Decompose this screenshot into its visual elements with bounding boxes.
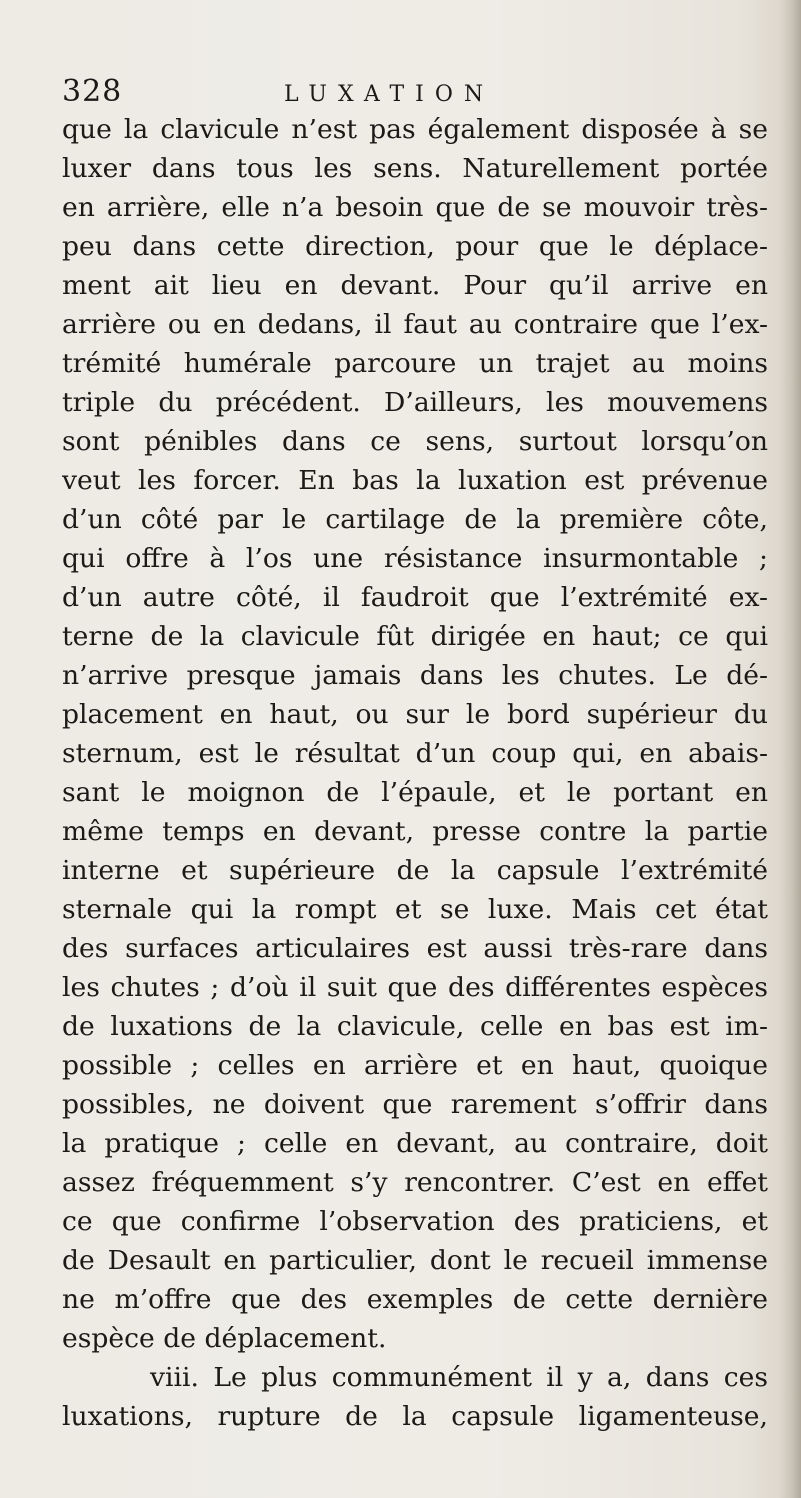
text-line: sont pénibles dans ce sens, surtout lorsqu’on — [62, 426, 768, 457]
text-line: possibles, ne doivent que rarement s’offrir dans — [62, 1089, 768, 1120]
text-line: de luxations de la clavicule, celle en bas est im- — [62, 1011, 768, 1042]
text-line: ment ait lieu en devant. Pour qu’il arrive en — [62, 270, 768, 301]
text-line: arrière ou en dedans, il faut au contraire que l’ex- — [62, 309, 768, 340]
body-text — [62, 110, 768, 1436]
text-line: assez fréquemment s’y rencontrer. C’est en effet — [62, 1167, 768, 1198]
text-line: de Desault en particulier, dont le recueil immense — [62, 1245, 768, 1276]
text-line: triple du précédent. D’ailleurs, les mouvemens — [62, 387, 768, 418]
text-line: luxer dans tous les sens. Naturellement portée — [62, 153, 768, 184]
text-line: les chutes ; d’où il suit que des différentes espèces — [62, 972, 768, 1003]
page-edge-shadow — [779, 0, 801, 1498]
text-line: espèce de déplacement. — [62, 1323, 387, 1354]
text-line: sant le moignon de l’épaule, et le portant en — [62, 777, 768, 808]
text-line: placement en haut, ou sur le bord supérieur du — [62, 699, 768, 730]
text-line: en arrière, elle n’a besoin que de se mouvoir très- — [62, 192, 768, 223]
text-line: même temps en devant, presse contre la partie — [62, 816, 768, 847]
page-header — [62, 74, 762, 114]
page-number: 328 — [62, 74, 123, 109]
section-start-line: viii. Le plus communément il y a, dans ces — [150, 1362, 768, 1393]
text-line: n’arrive presque jamais dans les chutes. Le dé- — [62, 660, 768, 691]
text-line: terne de la clavicule fût dirigée en haut; ce qui — [62, 621, 768, 652]
text-line: qui offre à l’os une résistance insurmontable ; — [62, 543, 768, 574]
text-line: trémité humérale parcoure un trajet au moins — [62, 348, 768, 379]
text-line: possible ; celles en arrière et en haut, quoique — [62, 1050, 768, 1081]
text-line: sternum, est le résultat d’un coup qui, en abais- — [62, 738, 768, 769]
text-line: sternale qui la rompt et se luxe. Mais cet état — [62, 894, 768, 925]
text-line: des surfaces articulaires est aussi très-rare dans — [62, 933, 768, 964]
text-line: que la clavicule n’est pas également disposée à se — [62, 114, 768, 145]
text-line: luxations, rupture de la capsule ligamenteuse, — [62, 1401, 768, 1432]
text-line: ce que confirme l’observation des praticiens, et — [62, 1206, 768, 1237]
text-line: peu dans cette direction, pour que le déplace- — [62, 231, 768, 262]
text-line: ne m’offre que des exemples de cette dernière — [62, 1284, 768, 1315]
text-line: la pratique ; celle en devant, au contraire, doit — [62, 1128, 768, 1159]
text-line: d’un autre côté, il faudroit que l’extrémité ex- — [62, 582, 768, 613]
text-line: veut les forcer. En bas la luxation est prévenue — [62, 465, 768, 496]
text-line: interne et supérieure de la capsule l’extrémité — [62, 855, 768, 886]
running-title: LUXATION — [284, 82, 495, 107]
text-line: d’un côté par le cartilage de la première côte, — [62, 504, 768, 535]
